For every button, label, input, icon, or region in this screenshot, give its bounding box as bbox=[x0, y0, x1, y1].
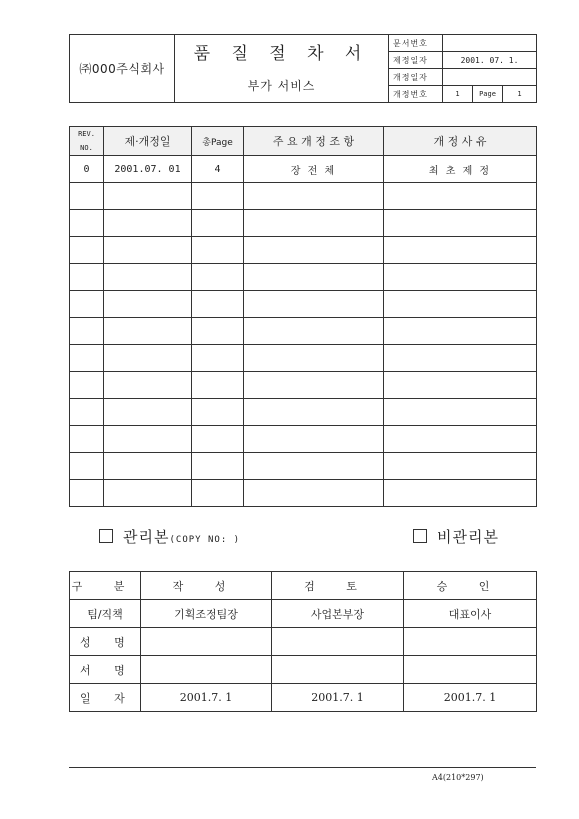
revision-row bbox=[70, 399, 537, 426]
revision-page-cell bbox=[192, 318, 244, 345]
doc-number-label: 문서번호 bbox=[389, 35, 443, 52]
page-number-value: 1 bbox=[503, 86, 537, 103]
revision-content-cell bbox=[244, 291, 384, 318]
revision-date-cell bbox=[104, 237, 192, 264]
rev-no-header-line2: NO. bbox=[80, 144, 93, 152]
revision-row bbox=[70, 318, 537, 345]
revision-date-cell bbox=[104, 453, 192, 480]
revision-content-cell bbox=[244, 453, 384, 480]
revision-number-cell bbox=[70, 426, 104, 453]
revision-row bbox=[70, 210, 537, 237]
revision-number-cell bbox=[70, 399, 104, 426]
rev-no-header bbox=[70, 127, 104, 156]
revision-content-cell bbox=[244, 237, 384, 264]
revision-reason-cell bbox=[384, 237, 537, 264]
revision-reason-cell bbox=[384, 399, 537, 426]
revision-reason-header: 개 정 사 유 bbox=[384, 127, 537, 156]
revision-date-cell bbox=[104, 291, 192, 318]
approval-value-cell: 2001.7. 1 bbox=[272, 684, 404, 712]
approval-value-cell bbox=[272, 656, 404, 684]
revision-date-cell bbox=[104, 480, 192, 507]
revision-content-cell bbox=[244, 399, 384, 426]
approval-row bbox=[70, 600, 537, 628]
approval-author-header: 작 성 bbox=[141, 572, 272, 600]
total-page-header: 총Page bbox=[192, 127, 244, 156]
revision-row bbox=[70, 480, 537, 507]
revision-number-cell bbox=[70, 237, 104, 264]
approval-row-label: 서 명 bbox=[70, 656, 141, 684]
revision-content-cell bbox=[244, 264, 384, 291]
revision-page-cell bbox=[192, 291, 244, 318]
revision-history-table bbox=[69, 126, 537, 507]
revision-content-header: 주 요 개 정 조 항 bbox=[244, 127, 384, 156]
revision-content-cell bbox=[244, 183, 384, 210]
document-subtitle: 부가 서비스 bbox=[175, 69, 389, 103]
created-date-value: 2001. 07. 1. bbox=[443, 52, 537, 69]
uncontrolled-copy-checkbox bbox=[413, 529, 427, 543]
revision-reason-cell bbox=[384, 426, 537, 453]
revision-number-cell bbox=[70, 183, 104, 210]
revision-number-cell bbox=[70, 480, 104, 507]
revision-date-cell bbox=[104, 264, 192, 291]
revision-row bbox=[70, 237, 537, 264]
revision-reason-cell bbox=[384, 291, 537, 318]
revision-content-cell bbox=[244, 345, 384, 372]
approval-value-cell: 사업본부장 bbox=[272, 600, 404, 628]
revision-row bbox=[70, 426, 537, 453]
controlled-copy-label: 관리본 bbox=[123, 528, 170, 546]
revision-row bbox=[70, 291, 537, 318]
approval-value-cell bbox=[404, 628, 537, 656]
revision-date-cell bbox=[104, 183, 192, 210]
revision-content-cell bbox=[244, 210, 384, 237]
approval-header-row bbox=[70, 572, 537, 600]
revision-number-label: 개정번호 bbox=[389, 86, 443, 103]
revision-number-value: 1 bbox=[443, 86, 473, 103]
revision-page-cell bbox=[192, 183, 244, 210]
revision-page-cell bbox=[192, 399, 244, 426]
revision-number-cell: 0 bbox=[70, 156, 104, 183]
approval-row bbox=[70, 656, 537, 684]
revision-reason-cell bbox=[384, 372, 537, 399]
approval-table bbox=[69, 571, 537, 712]
approval-row bbox=[70, 684, 537, 712]
revision-row bbox=[70, 183, 537, 210]
revision-content-cell bbox=[244, 426, 384, 453]
approval-value-cell bbox=[141, 628, 272, 656]
approval-row bbox=[70, 628, 537, 656]
revision-row bbox=[70, 264, 537, 291]
revision-number-cell bbox=[70, 291, 104, 318]
revision-page-cell bbox=[192, 264, 244, 291]
revision-content-cell: 장 전 체 bbox=[244, 156, 384, 183]
uncontrolled-copy-option bbox=[413, 526, 499, 547]
revision-header-row bbox=[70, 127, 537, 156]
revision-number-cell bbox=[70, 210, 104, 237]
approval-row-label: 성 명 bbox=[70, 628, 141, 656]
approval-value-cell: 2001.7. 1 bbox=[141, 684, 272, 712]
approval-value-cell: 2001.7. 1 bbox=[404, 684, 537, 712]
approval-value-cell bbox=[272, 628, 404, 656]
paper-size-label: A4(210*297) bbox=[432, 773, 484, 782]
revision-date-cell bbox=[104, 372, 192, 399]
uncontrolled-copy-label: 비관리본 bbox=[437, 528, 499, 546]
revision-date-cell: 2001.07. 01 bbox=[104, 156, 192, 183]
revision-date-cell bbox=[104, 318, 192, 345]
revision-number-cell bbox=[70, 264, 104, 291]
approval-category-header: 구 분 bbox=[70, 572, 141, 600]
revision-row bbox=[70, 453, 537, 480]
approval-value-cell bbox=[404, 656, 537, 684]
controlled-copy-checkbox bbox=[99, 529, 113, 543]
revision-number-cell bbox=[70, 345, 104, 372]
revision-reason-cell bbox=[384, 318, 537, 345]
revision-page-cell bbox=[192, 453, 244, 480]
revision-reason-cell bbox=[384, 345, 537, 372]
revision-page-cell bbox=[192, 345, 244, 372]
approval-row-label: 팀/직책 bbox=[70, 600, 141, 628]
revision-content-cell bbox=[244, 318, 384, 345]
revision-page-cell bbox=[192, 372, 244, 399]
approval-value-cell: 기획조정팀장 bbox=[141, 600, 272, 628]
created-date-label: 제정일자 bbox=[389, 52, 443, 69]
revision-number-cell bbox=[70, 453, 104, 480]
approval-approver-header: 승 인 bbox=[404, 572, 537, 600]
copy-number-field: (COPY NO: ) bbox=[169, 535, 241, 545]
document-title: 품 질 절 차 서 bbox=[175, 35, 389, 69]
approval-value-cell: 대표이사 bbox=[404, 600, 537, 628]
revision-reason-cell bbox=[384, 453, 537, 480]
revision-row bbox=[70, 345, 537, 372]
revision-date-cell bbox=[104, 399, 192, 426]
revision-date-header: 제·개정일 bbox=[104, 127, 192, 156]
approval-row-label: 일 자 bbox=[70, 684, 141, 712]
approval-reviewer-header: 검 토 bbox=[272, 572, 404, 600]
revision-page-cell bbox=[192, 210, 244, 237]
revision-reason-cell bbox=[384, 480, 537, 507]
revision-number-cell bbox=[70, 372, 104, 399]
revision-reason-cell bbox=[384, 183, 537, 210]
doc-number-value bbox=[443, 35, 537, 52]
page-label: Page bbox=[473, 86, 503, 103]
revision-page-cell: 4 bbox=[192, 156, 244, 183]
revised-date-value bbox=[443, 69, 537, 86]
approval-value-cell bbox=[141, 656, 272, 684]
revision-reason-cell bbox=[384, 264, 537, 291]
document-header-table bbox=[69, 34, 537, 103]
revision-page-cell bbox=[192, 426, 244, 453]
revision-row bbox=[70, 156, 537, 183]
revision-content-cell bbox=[244, 372, 384, 399]
revision-date-cell bbox=[104, 210, 192, 237]
revision-content-cell bbox=[244, 480, 384, 507]
revision-reason-cell bbox=[384, 210, 537, 237]
controlled-copy-option bbox=[99, 526, 240, 547]
revision-row bbox=[70, 372, 537, 399]
revision-page-cell bbox=[192, 480, 244, 507]
footer-divider bbox=[69, 767, 536, 768]
rev-no-header-line1: REV. bbox=[78, 130, 95, 138]
company-name: ㈜000주식회사 bbox=[70, 35, 175, 103]
revision-page-cell bbox=[192, 237, 244, 264]
revision-number-cell bbox=[70, 318, 104, 345]
revised-date-label: 개정일자 bbox=[389, 69, 443, 86]
revision-date-cell bbox=[104, 426, 192, 453]
revision-reason-cell: 최 초 제 정 bbox=[384, 156, 537, 183]
revision-date-cell bbox=[104, 345, 192, 372]
